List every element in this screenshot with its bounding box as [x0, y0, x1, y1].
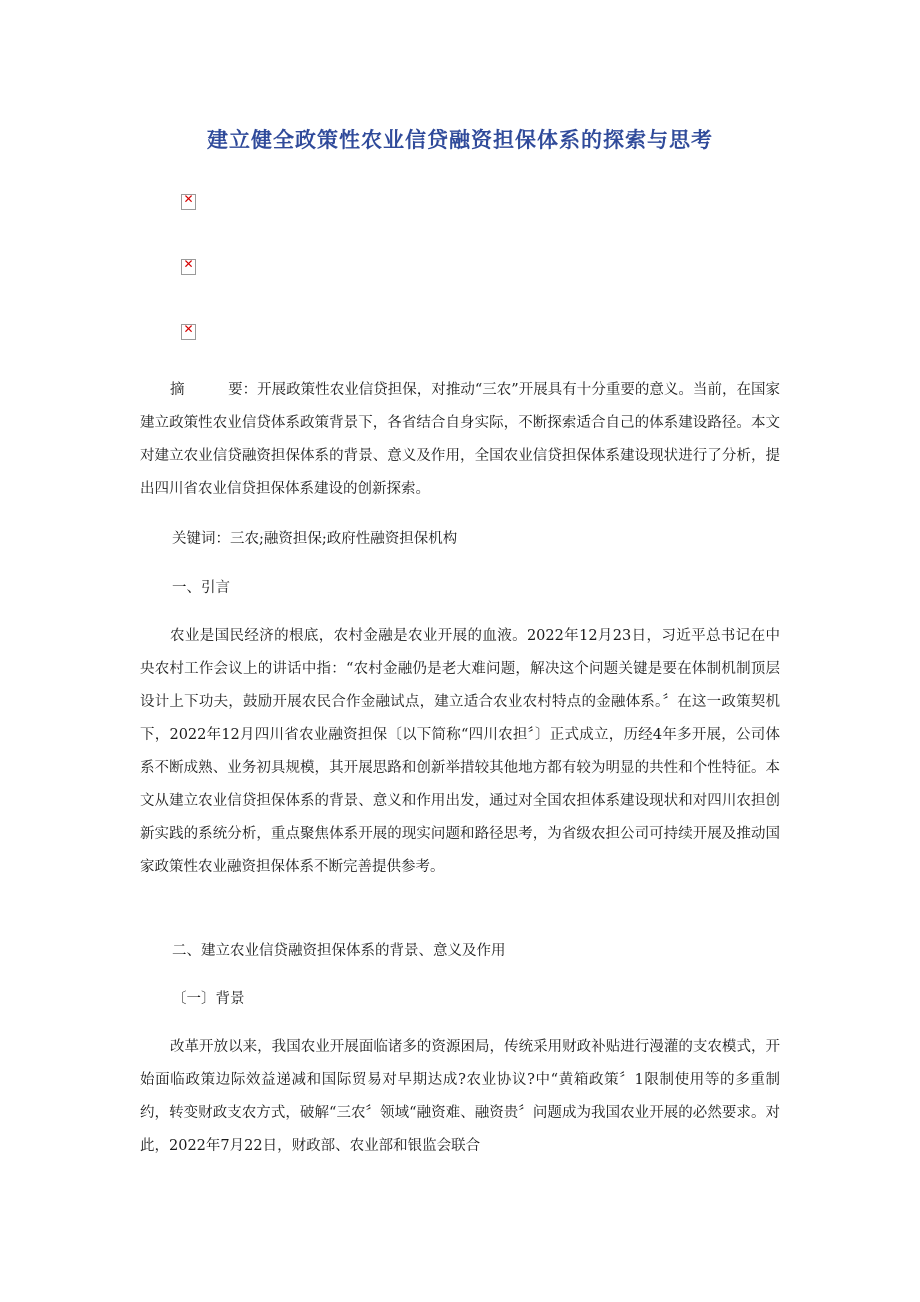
document-title: 建立健全政策性农业信贷融资担保体系的探索与思考 [207, 128, 713, 152]
abstract-label: 摘 要： [170, 382, 258, 398]
background-paragraph: 改革开放以来，我国农业开展面临诸多的资源困局，传统采用财政补贴进行漫灌的支农模式，开始面临政策边际效益递减和国际贸易对早期达成?农业协议?中“黄箱政策〞1限制使用等的多重制约，转变财政支农方式，破解“三农〞领域“融资难、融资贵〞问题成为我国农业开展的必然要求。对此，2022年7月22日，财政部、农业部和银监会联合 [140, 1039, 780, 1154]
subsection-heading-background: 〔一〕背景 [172, 991, 245, 1007]
section-heading-introduction: 一、引言 [172, 580, 230, 596]
section-heading-background: 二、建立农业信贷融资担保体系的背景、意义及作用 [172, 943, 506, 959]
abstract-text: 开展政策性农业信贷担保，对推动“三农”开展具有十分重要的意义。当前，在国家建立政策性农业信贷体系政策背景下，各省结合自身实际，不断探索适合自己的体系建设路径。本文对建立农业信贷融资担保体系的背景、意义及作用，全国农业信贷担保体系建设现状进行了分析，提出四川省农业信贷担保体系建设的创新探索。 [140, 382, 781, 497]
abstract-paragraph [140, 374, 780, 506]
introduction-paragraph: 农业是国民经济的根底，农村金融是农业开展的血液。2022年12月23日，习近平总书记在中央农村工作会议上的讲话中指：“农村金融仍是老大难问题，解决这个问题关键是要在体制机制顶层设计上下功夫，鼓励开展农民合作金融试点，建立适合农业农村特点的金融体系。〞在这一政策契机下，2022年12月四川省农业融资担保〔以下简称“四川农担〞〕正式成立，历经4年多开展，公司体系不断成熟、业务初具规模，其开展思路和创新举措较其他地方都有较为明显的共性和个性特征。本文从建立农业信贷担保体系的背景、意义和作用出发，通过对全国农担体系建设现状和对四川农担创新实践的系统分析，重点聚焦体系开展的现实问题和路径思考，为省级农担公司可持续开展及推动国家政策性农业融资担保体系不断完善提供参考。 [140, 628, 780, 875]
keywords: 关键词：三农;融资担保;政府性融资担保机构 [172, 531, 458, 547]
broken-image-icon: ✕ [181, 259, 196, 275]
broken-image-icon: ✕ [181, 324, 196, 340]
broken-image-icon: ✕ [181, 194, 196, 210]
